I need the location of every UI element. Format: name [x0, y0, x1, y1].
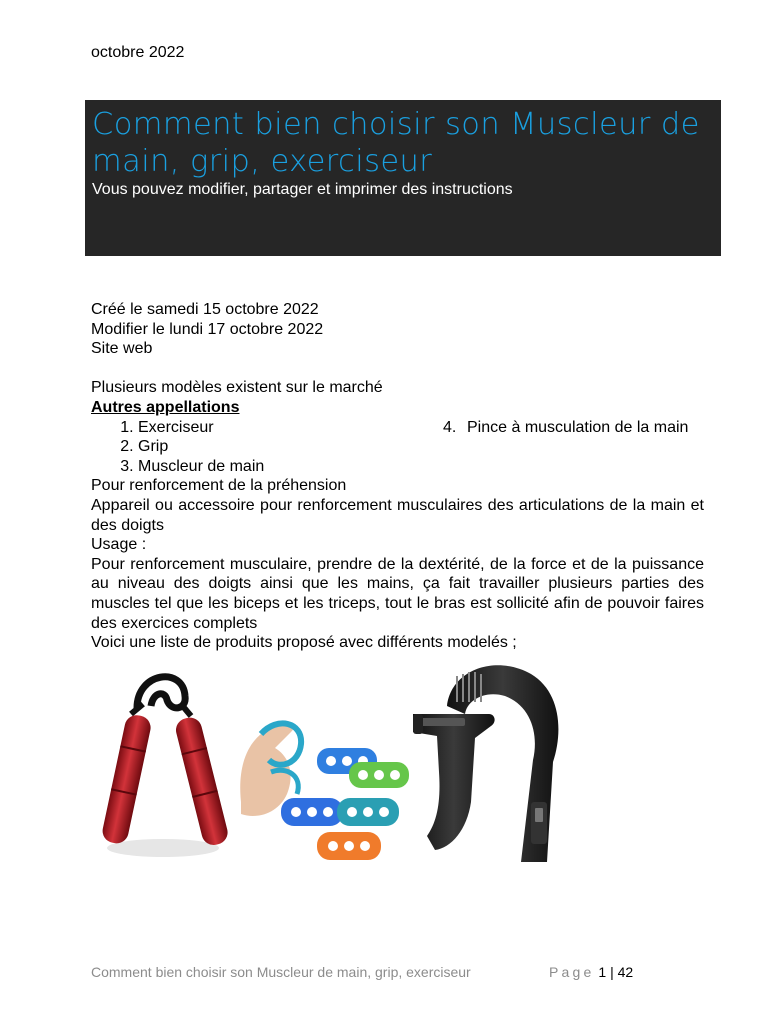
list-item-text: Pince à musculation de la main — [467, 418, 689, 436]
modified-date: Modifier le lundi 17 octobre 2022 — [91, 320, 324, 338]
document-subtitle: Vous pouvez modifier, partager et imprimer des instructions — [92, 181, 513, 198]
page-number — [549, 964, 633, 980]
paragraph-spacer — [91, 359, 704, 379]
list-item: 2. Grip — [138, 437, 391, 457]
appellations-heading: Autres appellations — [91, 398, 240, 416]
list-item: 1. Exerciseur — [138, 418, 391, 438]
silicone-finger-stretchers-icon — [240, 722, 409, 860]
list-item-number: 4. — [443, 418, 457, 436]
products-intro: Voici une liste de produits proposé avec différents modelés ; — [91, 634, 517, 652]
website-label: Site web — [91, 340, 153, 358]
list-item: 3. Muscleur de main — [138, 457, 391, 477]
total-pages: 42 — [617, 964, 634, 980]
usage-text: Pour renforcement musculaire, prendre de la dextérité, de la force et de la puissance au niveau des doigts ainsi que les mains, ça fait travailler plusieurs parties des muscles tel que les biceps et les triceps, tout le bras est sollicité afin de pouvoir faires des exercices complets — [91, 555, 704, 632]
description-text: Appareil ou accessoire pour renforcement musculaires des articulations de la main et des doigts — [91, 496, 704, 534]
current-page: 1 — [598, 964, 607, 980]
purpose-text: Pour renforcement de la préhension — [91, 477, 347, 495]
red-hand-gripper-icon — [100, 677, 230, 857]
adjustable-hand-grip-icon — [413, 665, 558, 862]
title-banner — [85, 100, 721, 256]
appellations-lists — [91, 418, 704, 477]
list-item — [443, 418, 704, 438]
product-images — [91, 652, 691, 870]
appellations-list-right — [443, 418, 704, 477]
appellations-list-left — [91, 418, 391, 477]
document-title: Comment bien choisir son Muscleur de main, grip, exerciseur — [92, 107, 700, 179]
intro-text: Plusieurs modèles existent sur le marché — [91, 379, 383, 397]
usage-label: Usage : — [91, 536, 147, 554]
created-date: Créé le samedi 15 octobre 2022 — [91, 301, 319, 318]
page-footer — [91, 964, 651, 980]
document-date: octobre 2022 — [91, 44, 185, 61]
footer-title: Comment bien choisir son Muscleur de main, grip, exerciseur — [91, 964, 471, 980]
document-body — [91, 300, 704, 653]
page-separator: | — [606, 964, 618, 980]
page-label: Page — [549, 964, 595, 980]
